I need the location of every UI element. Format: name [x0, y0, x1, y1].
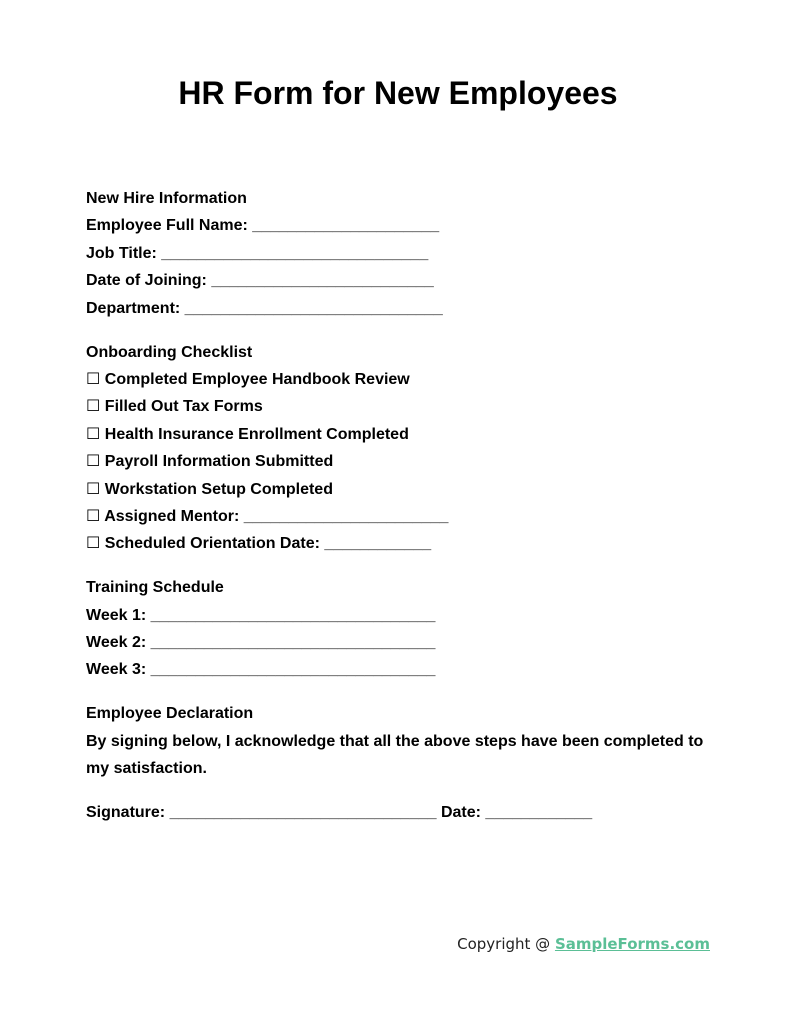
- section-heading-declaration: Employee Declaration: [86, 705, 254, 723]
- checkbox-icon[interactable]: ☐: [86, 425, 101, 443]
- checkbox-icon[interactable]: ☐: [86, 480, 101, 498]
- section-heading-training: Training Schedule: [86, 579, 224, 597]
- checklist-item-payroll[interactable]: [86, 448, 716, 475]
- checklist-item-label: Assigned Mentor: _______________________: [104, 507, 449, 525]
- form-body: [86, 185, 716, 827]
- brand-link[interactable]: SampleForms.com: [554, 935, 710, 953]
- copyright-prefix: Copyright @: [457, 935, 555, 953]
- signature-date-field[interactable]: Signature: ______________________________ Date: ____________: [86, 804, 593, 822]
- checklist-item-label: Workstation Setup Completed: [104, 480, 333, 498]
- checklist-item-label: Filled Out Tax Forms: [104, 398, 263, 416]
- section-heading-new-hire: New Hire Information: [86, 190, 247, 207]
- field-employee-full-name[interactable]: Employee Full Name: _____________________: [86, 217, 440, 235]
- field-date-of-joining[interactable]: Date of Joining: _________________________: [86, 272, 434, 290]
- checkbox-icon[interactable]: ☐: [86, 453, 101, 471]
- field-week-2[interactable]: Week 2: ________________________________: [86, 634, 436, 652]
- page-title: HR Form for New Employees: [178, 75, 618, 111]
- checkbox-icon[interactable]: ☐: [86, 370, 101, 388]
- checklist-item-orientation[interactable]: [86, 530, 716, 557]
- section-heading-onboarding: Onboarding Checklist: [86, 343, 253, 361]
- checkbox-icon[interactable]: ☐: [86, 535, 101, 553]
- checklist-item-label: Completed Employee Handbook Review: [104, 370, 410, 388]
- checkbox-icon[interactable]: ☐: [86, 507, 101, 525]
- field-week-1[interactable]: Week 1: ________________________________: [86, 606, 436, 624]
- declaration-text: By signing below, I acknowledge that all the above steps have been completed to my satisfaction.: [86, 732, 704, 778]
- checklist-item-health-insurance[interactable]: [86, 421, 716, 448]
- checklist-item-label: Scheduled Orientation Date: ____________: [104, 535, 432, 553]
- checklist-item-workstation[interactable]: [86, 476, 716, 503]
- field-department[interactable]: Department: _____________________________: [86, 299, 443, 317]
- copyright-footer: [457, 935, 710, 953]
- checklist-item-tax-forms[interactable]: [86, 393, 716, 420]
- field-job-title[interactable]: Job Title: ______________________________: [86, 244, 429, 262]
- field-week-3[interactable]: Week 3: ________________________________: [86, 661, 436, 679]
- checkbox-icon[interactable]: ☐: [86, 398, 101, 416]
- checklist-item-handbook[interactable]: [86, 366, 716, 393]
- checklist-item-label: Payroll Information Submitted: [104, 453, 334, 471]
- checklist-item-label: Health Insurance Enrollment Completed: [104, 425, 409, 443]
- checklist-item-mentor[interactable]: [86, 503, 716, 530]
